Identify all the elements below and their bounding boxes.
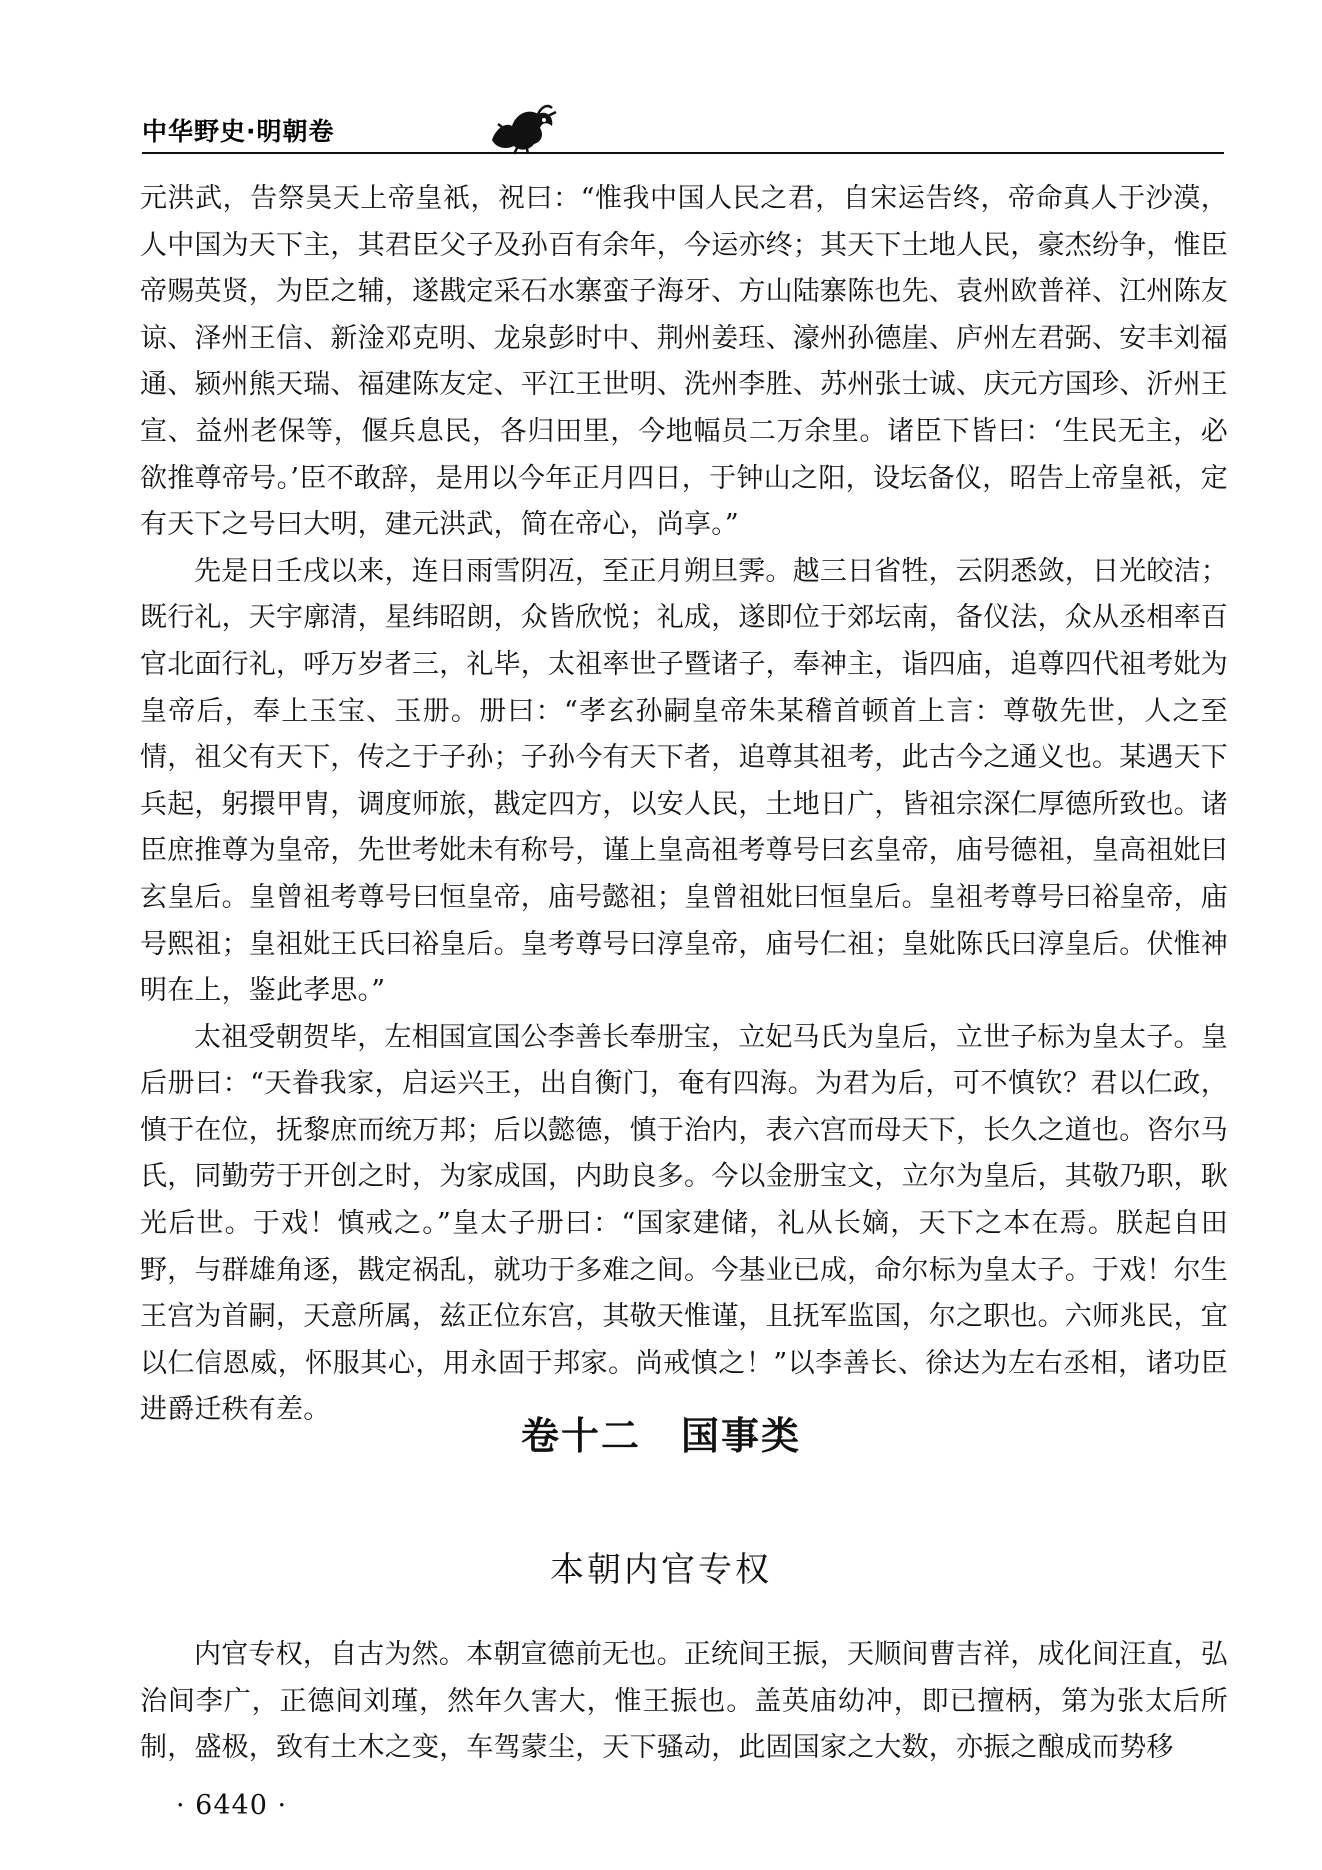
header-rule	[142, 152, 1224, 154]
paragraph: 太祖受朝贺毕，左相国宣国公李善长奉册宝，立妃马氏为皇后，立世子标为皇太子。皇后册曰：“天眷我家，启运兴王，出自衡门，奄有四海。为君为后，可不慎钦？君以仁政，慎于在位，抚黎庶而统万邦；后以懿德，慎于治内，表六宫而母天下，长久之道也。咨尔马氏，同勤劳于开创之时，为家成国，内助良多。今以金册宝文，立尔为皇后，其敬乃职，耿光后世。于戏！慎戒之。”皇太子册曰：“国家建储，礼从长嫡，天下之本在焉。朕起自田野，与群雄角逐，戡定祸乱，就功于多难之间。今基业已成，命尔标为皇太子。于戏！尔生王宫为首嗣，天意所属，兹正位东宫，其敬天惟谨，且抚军监国，尔之职也。六师兆民，宜以仁信恩威，怀服其心，用永固于邦家。尚戒慎之！”以李善长、徐达为左右丞相，诸功臣进爵迁秩有差。	[140, 1021, 1228, 1426]
section-text	[140, 1632, 1228, 1772]
book-title: 中华野史·明朝卷	[142, 117, 335, 146]
running-header	[142, 100, 1224, 158]
page-number: · 6440 ·	[176, 1790, 288, 1821]
paragraph: 先是日壬戌以来，连日雨雪阴冱，至正月朔旦霁。越三日省牲，云阴悉敛，日光皎洁；既行礼，天宇廓清，星纬昭朗，众皆欣悦；礼成，遂即位于郊坛南，备仪法，众从丞相率百官北面行礼，呼万岁者三，礼毕，太祖率世子暨诸子，奉神主，诣四庙，追尊四代祖考妣为皇帝后，奉上玉宝、玉册。册曰：“孝玄孙嗣皇帝朱某稽首顿首上言：尊敬先世，人之至情，祖父有天下，传之于子孙；子孙今有天下者，追尊其祖考，此古今之通义也。某遇天下兵起，躬擐甲胄，调度师旅，戡定四方，以安人民，土地日广，皆祖宗深仁厚德所致也。诸臣庶推尊为皇帝，先世考妣未有称号，谨上皇高祖考尊号曰玄皇帝，庙号德祖，皇高祖妣曰玄皇后。皇曾祖考尊号曰恒皇帝，庙号懿祖；皇曾祖妣曰恒皇后。皇祖考尊号曰裕皇帝，庙号熙祖；皇祖妣王氏曰裕皇后。皇考尊号曰淳皇帝，庙号仁祖；皇妣陈氏曰淳皇后。伏惟神明在上，鉴此孝思。”	[140, 555, 1228, 1007]
volume-title: 卷十二 国事类	[520, 1414, 801, 1458]
main-text	[140, 176, 1228, 1434]
section-title: 本朝内官专权	[550, 1550, 772, 1590]
paragraph: 内官专权，自古为然。本朝宣德前无也。正统间王振，天顺间曹吉祥，成化间汪直，弘治间李广，正德间刘瑾，然年久害大，惟王振也。盖英庙幼冲，即已擅柄，第为张太后所制，盛极，致有土木之变，车驾蒙尘，天下骚动，此固国家之大数，亦振之酿成而势移	[140, 1639, 1228, 1764]
dragon-emblem-icon	[482, 100, 562, 156]
paragraph: 元洪武，告祭昊天上帝皇祇，祝曰：“惟我中国人民之君，自宋运告终，帝命真人于沙漠，人中国为天下主，其君臣父子及孙百有余年，今运亦终；其天下土地人民，豪杰纷争，惟臣帝赐英贤，为臣之辅，遂戡定采石水寨蛮子海牙、方山陆寨陈也先、袁州欧普祥、江州陈友谅、泽州王信、新淦邓克明、龙泉彭时中、荆州姜珏、濠州孙德崖、庐州左君弼、安丰刘福通、颍州熊天瑞、福建陈友定、平江王世明、洗州李胜、苏州张士诚、庆元方国珍、沂州王宣、益州老保等，偃兵息民，各归田里，今地幅员二万余里。诸臣下皆曰：‘生民无主，必欲推尊帝号。’臣不敢辞，是用以今年正月四日，于钟山之阳，设坛备仪，昭告上帝皇祇，定有天下之号曰大明，建元洪武，简在帝心，尚享。”	[140, 183, 1228, 541]
